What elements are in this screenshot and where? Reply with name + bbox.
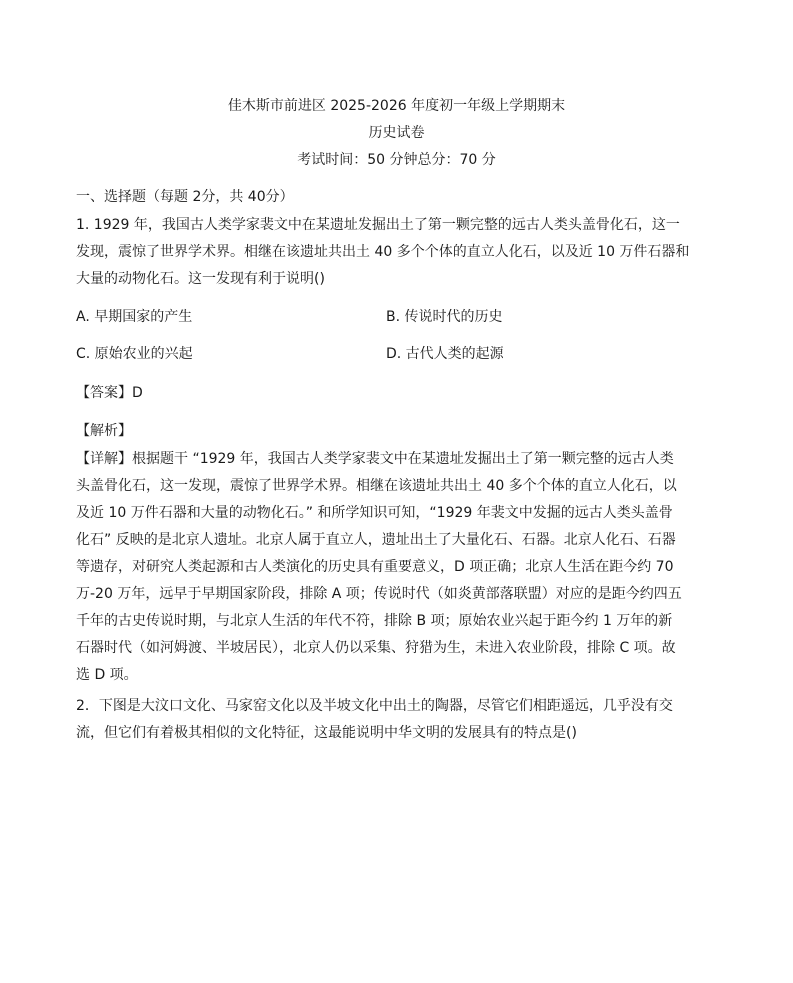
- q1-detail-line-3: 及近 10 万件石器和大量的动物化石。” 和所学知识可知，“1929 年裴文中发掘的远古人类头盖骨: [76, 505, 673, 521]
- q1-answer: 【答案】D: [76, 385, 143, 401]
- q2-stem-line-1: 2．下图是大汶口文化、马家窑文化以及半坡文化中出土的陶器，尽管它们相距遥远，几乎没有交: [76, 698, 673, 714]
- q1-detail-line-6: 万-20 万年，远早于早期国家阶段，排除 A 项；传说时代（如炎黄部落联盟）对应的是距今约四五: [76, 586, 682, 602]
- exam-info: 考试时间：50 分钟总分：70 分: [297, 152, 496, 168]
- q1-detail-line-9: 选 D 项。: [76, 667, 138, 683]
- q1-option-c: C. 原始农业的兴起: [76, 346, 193, 362]
- q1-detail-line-5: 等遗存，对研究人类起源和古人类演化的历史具有重要意义，D 项正确；北京人生活在距今约 70: [76, 559, 674, 575]
- q1-option-a: A. 早期国家的产生: [76, 309, 193, 325]
- q1-detail-line-1: 【详解】根据题干 “1929 年，我国古人类学家裴文中在某遗址发掘出土了第一颗完整的远古人类: [76, 451, 674, 467]
- q1-analysis-label: 【解析】: [76, 423, 132, 439]
- q1-detail-line-7: 千年的古史传说时期，与北京人生活的年代不符，排除 B 项；原始农业兴起于距今约 1 万年的新: [76, 613, 673, 629]
- section-heading: 一、选择题（每题 2分，共 40分）: [76, 189, 294, 205]
- q1-option-d: D. 古代人类的起源: [386, 346, 504, 362]
- q1-option-b: B. 传说时代的历史: [386, 309, 503, 325]
- q1-stem-line-2: 发现，震惊了世界学术界。相继在该遗址共出土 40 多个个体的直立人化石，以及近 10 万件石器和: [76, 244, 690, 260]
- exam-subject: 历史试卷: [368, 125, 425, 141]
- q2-stem-line-2: 流，但它们有着极其相似的文化特征，这最能说明中华文明的发展具有的特点是(): [76, 725, 577, 741]
- q1-stem-line-3: 大量的动物化石。这一发现有利于说明(): [76, 271, 325, 287]
- q1-detail-line-8: 石器时代（如河姆渡、半坡居民），北京人仍以采集、狩猎为生，未进入农业阶段，排除 C 项。故: [76, 640, 676, 656]
- q1-detail-line-2: 头盖骨化石，这一发现，震惊了世界学术界。相继在该遗址共出土 40 多个个体的直立人化石，以: [76, 478, 677, 494]
- q1-stem-line-1: 1. 1929 年，我国古人类学家裴文中在某遗址发掘出土了第一颗完整的远古人类头盖骨化石，这一: [76, 217, 680, 233]
- exam-title: 佳木斯市前进区 2025-2026 年度初一年级上学期期末: [227, 98, 566, 114]
- q1-detail-line-4: 化石” 反映的是北京人遗址。北京人属于直立人，遗址出土了大量化石、石器。北京人化石、石器: [76, 532, 676, 548]
